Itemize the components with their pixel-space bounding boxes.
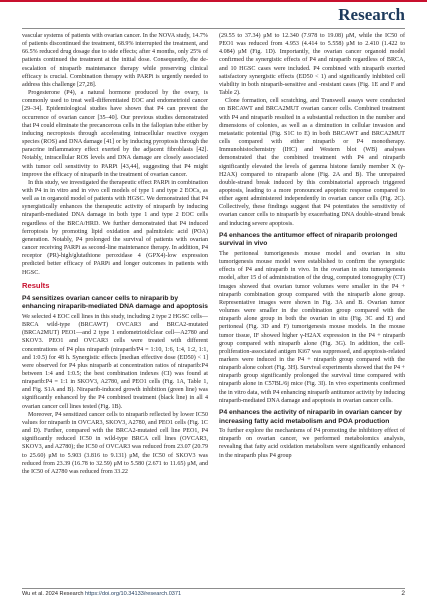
- header-accent-bar: [0, 0, 427, 2]
- footer-journal: Research: [59, 591, 84, 597]
- body-paragraph: To further explore the mechanisms of P4 promoting the inhibitory effect of niraparib on ovarian cancer, we performed metabolomics analysis, revealing that fatty acid oxidation metabolism were significantly enhanced in the niraparib plus P4 group: [219, 428, 405, 459]
- footer-citation: [22, 591, 181, 597]
- left-column: [22, 32, 208, 476]
- subsection-heading: P4 sensitizes ovarian cancer cells to niraparib by enhancing niraparib-mediated DNA damage and apoptosis: [22, 294, 208, 311]
- body-paragraph: vascular systems of patients with ovarian cancer. In the NOVA study, 14.7% of patients discontinued the treatment, 68.9% interrupted the treatment, and 66.5% reduced drug dosage due to side effects; after 4 months, only 25% of patients continued the treatment at the initial dose. Consequently, the de-escalation of niraparib maintenance therapy while preserving clinical efficacy is crucial. Combination therapy with PARPi is urgently needed to address this challenge [27,28].: [22, 33, 208, 88]
- subsection-heading: P4 enhances the antitumor effect of niraparib prolonged survival in vivo: [219, 231, 398, 248]
- footer-authors: Wu et al. 2024: [22, 591, 58, 597]
- journal-brand: Research: [338, 5, 405, 24]
- body-paragraph: (29.55 to 37.34) μM to 12.340 (7.978 to 19.08) μM, while the IC50 of PEO1 was reduced from 4.953 (4.414 to 5.558) μM to 2.410 (1.422 to 4.084) μM (Fig. 1D). Importantly, the ovarian cancer organoid model confirmed the synergistic effects of P4 and niraparib regardless of BRCA, and 10 HGSC cases were included. P4 combined with niraparib exerted satisfactory synergistic effects (ED50 < 1) and significantly inhibited cell viability in both niraparib-sensitive and -resistant cases (Fig. 1E and F and Table 2).: [219, 33, 405, 97]
- body-paragraph: The peritoneal tumorigenesis mouse model and ovarian in situ tumorigenesis mouse model were established to confirm the synergistic effects of P4 and niraparib in vivo. In the ovarian in situ tumorigenesis model, after 15 d of administration of the drug, computed tomography (CT) images showed that ovarian tumor volumes were smaller in the P4 + niraparib combination group compared with the niraparib alone group. Representative images were shown in Fig. 3A and B. Ovarian tumor volumes were smaller in the combination group compared with the niraparib alone group in both the ovarian in situ (Fig. 3C and E) and peritoneal (Fig. 3D and F) tumorigenesis mouse models. In the mouse tumor tissue, IF showed higher γ-H2AX expression in the P4 + niraparib group compared with niraparib alone (Fig. 3G). In addition, the cell-proliferation-associated antigen Ki67 was suppressed, and apoptosis-related markers were induced in the P4 + niraparib group compared with the niraparib alone cohort (Fig. 3H). Survival experiments showed that the P4 + niraparib group significantly prolonged the survival time compared with niraparib alone in C57BL/6j mice (Fig. 3I). In vivo experiments confirmed the in vitro data, with P4 enhancing niraparib antitumor activity by inducing niraparib-mediated DNA damage and apoptosis in ovarian cancer cells.: [219, 250, 405, 404]
- body-paragraph: Clone formation, cell scratching, and Transwell assays were conducted on BRCAWT and BRCA2MUT ovarian cancer cells. Combined treatment with P4 and niraparib resulted in a substantial reduction in the number and dimensions of colonies, as well as a diminution in cellular invasion and metastatic potential (Fig. S1C to E) in both BRCAWT and BRCA2MUT cells compared with either niraparib or P4 monotherapy. Immunohistochemistry (IHC) and Western blot (WB) analyses demonstrated that the combined treatment with P4 and niraparib significantly elevated the levels of gamma histone family member X (γ-H2AX) compared to niraparib alone (Fig. 2A and B). The unrepaired double-strand break induced by this combinatorial approach triggered apoptosis, leading to a more pronounced apoptotic response compared to either agent administered independently in ovarian cancer cells (Fig. 2C). Collectively, these findings suggest that P4 potentiates the sensitivity of ovarian cancer cells to niraparib by exacerbating DNA double-strand break and inducing severe apoptosis.: [219, 98, 405, 227]
- header-divider: [22, 28, 405, 29]
- body-paragraph: In this study, we investigated the therapeutic effect PARPi in combination with P4 in in vitro and in vivo cell models of type 1 and type 2 EOCs, as well as in organoid model of patients with HGSC. We demonstrated that P4 synergistically enhances the therapeutic activity of niraparib by inducing niraparib-mediated DNA damage in both type 1 and type 2 EOC cells regardless of the BRCA/HRD. We further demonstrated that P4 induced ferroptosis by promoting lipid oxidation and palmitoleic acid (POA) generation. Notably, P4 prolonged the survival of patients with ovarian cancer receiving PARPi as second-line maintenance therapy. In addition, P4 receptor (PR)-high/glutathione peroxidase 4 (GPX4)-low expression predicted better efficacy of PARPi and longer outcomes in patients with HGSC.: [22, 179, 208, 276]
- subsection-heading: P4 enhances the activity of niraparib in ovarian cancer by increasing fatty acid metabolism and POA production: [219, 408, 402, 425]
- body-paragraph: Progesterone (P4), a natural hormone produced by the ovary, is commonly used to treat well-differentiated EOC and endometrioid cancer [29–34]. Epidemiological studies have shown that P4 can prevent the occurrence of ovarian cancer [35–40]. Our previous studies demonstrated that P4 could eliminate the precancerous cells in the fallopian tube either by inducing necroptosis through accelerating intracellular reactive oxygen species (ROS) and DNA damage [41] or by inducing pyroptosis through the paracrine inflammatory effect exerted by the adjacent fibroblasts [42]. Notably, intracellular ROS levels and DNA damage are closely associated with tumor cell sensitivity to PARPi [43,44], suggesting that P4 might improve the efficacy of niraparib in the treatment of ovarian cancer.: [22, 90, 208, 178]
- section-heading: Results: [22, 280, 50, 290]
- body-paragraph: We selected 4 EOC cell lines in this study, including 2 type 2 HGSC cells—BRCA wild-type (BRCAWT) OVCAR3 and BRCA2-mutated (BRCA2MUT) PEO1—and 2 type 1 endometrioid/clear cell—A2780 and SKOV3. PEO1 and OVCAR3 cells were treated with different concentrations of P4 plus niraparib (niraparib/P4 = 1:10, 1:6, 1:4, 1:2, 1:1, and 1:0.5) for 48 h. Synergistic effects [median effective dose (ED50) < 1] were observed for P4 plus niraparib at concentration ratios of niraparib:P4 between 1:4 and 1:0.5; the best combination indexes (CI) was found at niraparib:P4 = 1:1 in SKOV3, A2780, and PEO1 cells (Fig. 1A, Table 1, and Fig. S1A and B). Niraparib-induced growth inhibition (green line) was significantly enhanced by the P4 combined treatment (black line) in all 4 ovarian cancer cell lines tested (Fig. 1B).: [22, 313, 208, 410]
- page-number: 2: [401, 590, 405, 597]
- footer-divider: [22, 588, 405, 589]
- footer-doi-link[interactable]: https://doi.org/10.34133/research.0371: [85, 591, 182, 597]
- right-column: [219, 32, 405, 460]
- body-paragraph: Moreover, P4 sensitized cancer cells to niraparib reflected by lower IC50 values for niraparib in OVCAR3, SKOV3, A2780, and PEO1 cells (Fig. 1C and D). Further, compared with the BRCA2-mutated cell line PEO1, P4 significantly reduced IC50 in wild-type BRCA cell lines (OVCAR3, SKOV3, and A2780); the IC50 of OVCAR3 was reduced from 23.07 (20.79 to 25.60) μM to 5.903 (3.816 to 9.131) μM, the IC50 of SKOV3 was reduced from 23.39 (16.78 to 32.59) μM to 5.580 (2.671 to 11.65) μM, and the IC50 of A2780 was reduced from 33.22: [22, 411, 208, 475]
